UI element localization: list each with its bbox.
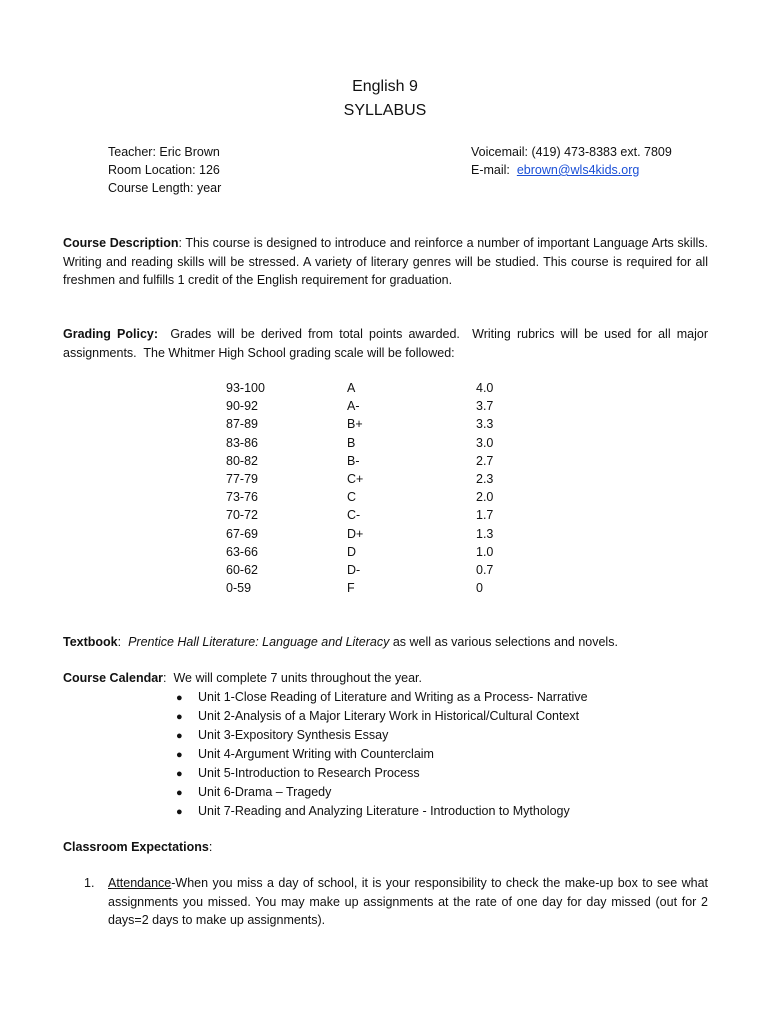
grade-points: 2.3 bbox=[476, 472, 494, 486]
grade-scale-row bbox=[0, 561, 770, 579]
textbook-line bbox=[63, 633, 618, 651]
bullet-icon: ● bbox=[176, 806, 183, 818]
unit-label: Unit 7-Reading and Analyzing Literature - Introduction to Mythology bbox=[198, 804, 570, 818]
grade-letter: D- bbox=[347, 563, 361, 577]
grade-points: 3.0 bbox=[476, 435, 494, 450]
grade-scale-row bbox=[0, 579, 770, 597]
grade-points: 1.3 bbox=[476, 526, 494, 541]
grading-policy bbox=[63, 325, 712, 362]
unit-list-item bbox=[176, 802, 570, 821]
grade-range: 60-62 bbox=[226, 563, 258, 577]
textbook-colon: : bbox=[117, 635, 129, 649]
bullet-icon: ● bbox=[176, 711, 183, 723]
classroom-expectations-colon: : bbox=[208, 840, 213, 854]
unit-list-item bbox=[176, 745, 434, 764]
email-link[interactable]: ebrown@wls4kids.org bbox=[516, 163, 640, 177]
document-title: English 9 bbox=[352, 78, 418, 95]
teacher-line: Teacher: Eric Brown bbox=[108, 145, 220, 159]
textbook-label: Textbook bbox=[63, 635, 118, 649]
classroom-expectations-label: Classroom Expectations bbox=[63, 840, 209, 854]
course-calendar-label: Course Calendar bbox=[63, 671, 164, 685]
bullet-icon: ● bbox=[176, 730, 183, 742]
unit-list bbox=[0, 688, 770, 823]
grade-points: 3.7 bbox=[476, 399, 494, 414]
unit-label: Unit 4-Argument Writing with Counterclaim bbox=[198, 747, 434, 761]
grade-scale-row bbox=[0, 470, 770, 488]
voicemail-line: Voicemail: (419) 473-8383 ext. 7809 bbox=[471, 145, 672, 159]
grade-range: 73-76 bbox=[226, 490, 258, 505]
document-subtitle: SYLLABUS bbox=[343, 102, 427, 119]
grade-range: 90-92 bbox=[226, 399, 258, 414]
grade-range: 80-82 bbox=[226, 453, 258, 468]
grade-letter: F bbox=[347, 581, 355, 596]
email-label: E-mail: bbox=[471, 163, 517, 177]
expectation-text: -When you miss a day of school, it is your responsibility to check the make-up box to see what assignments you missed. You may make up assignments at the rate of one day for day missed (out for 2 days=2 days to make up assignments). bbox=[108, 876, 708, 927]
grade-points: 3.3 bbox=[476, 417, 494, 432]
grading-policy-text: Grades will be derived from total points awarded. Writing rubrics will be used for all major assignments. The Whitmer High School grading scale will be followed: bbox=[63, 327, 712, 360]
bullet-icon: ● bbox=[176, 692, 183, 704]
grade-range: 63-66 bbox=[226, 544, 258, 559]
unit-list-item bbox=[176, 764, 420, 783]
textbook-rest: as well as various selections and novels. bbox=[389, 635, 618, 649]
textbook-title: Prentice Hall Literature: Language and Literacy bbox=[128, 635, 390, 649]
grade-range: 0-59 bbox=[226, 581, 252, 596]
course-description-label: Course Description bbox=[63, 236, 179, 250]
grading-policy-label: Grading Policy: bbox=[63, 327, 159, 341]
grade-range: 77-79 bbox=[226, 472, 258, 486]
grade-points: 2.0 bbox=[476, 490, 494, 505]
expectation-term: Attendance bbox=[108, 876, 172, 890]
unit-list-item bbox=[176, 726, 388, 745]
grade-range: 67-69 bbox=[226, 526, 258, 541]
grade-range: 70-72 bbox=[226, 508, 258, 523]
bullet-icon: ● bbox=[176, 749, 183, 761]
bullet-icon: ● bbox=[176, 787, 183, 799]
unit-list-item bbox=[176, 688, 588, 707]
grade-points: 2.7 bbox=[476, 453, 494, 468]
grade-scale-row bbox=[0, 434, 770, 452]
email-line bbox=[471, 161, 639, 179]
unit-label: Unit 6-Drama – Tragedy bbox=[198, 785, 332, 799]
grade-points: 1.0 bbox=[476, 544, 494, 559]
grade-letter: C+ bbox=[347, 472, 364, 486]
unit-list-item bbox=[176, 707, 579, 726]
grade-points: 4.0 bbox=[476, 381, 494, 395]
classroom-expectations-line bbox=[63, 838, 212, 856]
course-calendar-text: : We will complete 7 units throughout the year. bbox=[163, 671, 422, 685]
grade-range: 83-86 bbox=[226, 435, 258, 450]
grade-scale-row bbox=[0, 543, 770, 561]
grade-letter: C- bbox=[347, 508, 361, 523]
grade-points: 0 bbox=[476, 581, 483, 596]
unit-label: Unit 2-Analysis of a Major Literary Work in Historical/Cultural Context bbox=[198, 709, 580, 723]
grade-scale-row bbox=[0, 379, 770, 397]
grade-range: 87-89 bbox=[226, 417, 258, 432]
unit-label: Unit 3-Expository Synthesis Essay bbox=[198, 728, 389, 742]
unit-label: Unit 1-Close Reading of Literature and Writing as a Process- Narrative bbox=[198, 690, 588, 704]
grade-range: 93-100 bbox=[226, 381, 265, 395]
grade-letter: A bbox=[347, 381, 356, 395]
grading-scale-table bbox=[0, 379, 770, 599]
unit-list-item bbox=[176, 783, 331, 802]
grade-points: 1.7 bbox=[476, 508, 494, 523]
expectation-item bbox=[108, 874, 708, 930]
grade-letter: A- bbox=[347, 399, 360, 414]
course-description-text: : This course is designed to introduce and reinforce a number of important Language Arts skills. Writing and reading skills will be stressed. A variety of literary genres will be studied. This course is required for all freshmen and fulfills 1 credit of the English requirement for graduation. bbox=[63, 236, 708, 287]
grade-letter: B- bbox=[347, 453, 360, 468]
course-length-line: Course Length: year bbox=[108, 181, 222, 195]
course-calendar-line bbox=[63, 669, 422, 687]
grade-letter: C bbox=[347, 490, 357, 505]
bullet-icon: ● bbox=[176, 768, 183, 780]
grade-letter: D+ bbox=[347, 526, 364, 541]
grade-scale-row bbox=[0, 397, 770, 415]
grade-scale-row bbox=[0, 506, 770, 524]
grade-points: 0.7 bbox=[476, 563, 494, 577]
grade-scale-row bbox=[0, 452, 770, 470]
course-description bbox=[63, 234, 708, 290]
grade-letter: D bbox=[347, 544, 357, 559]
expectation-number: 1. bbox=[84, 876, 95, 890]
grade-scale-row bbox=[0, 488, 770, 506]
grade-scale-row bbox=[0, 415, 770, 433]
room-line: Room Location: 126 bbox=[108, 163, 220, 177]
grade-scale-row bbox=[0, 525, 770, 543]
grade-letter: B+ bbox=[347, 417, 363, 432]
unit-label: Unit 5-Introduction to Research Process bbox=[198, 766, 420, 780]
grade-letter: B bbox=[347, 435, 356, 450]
